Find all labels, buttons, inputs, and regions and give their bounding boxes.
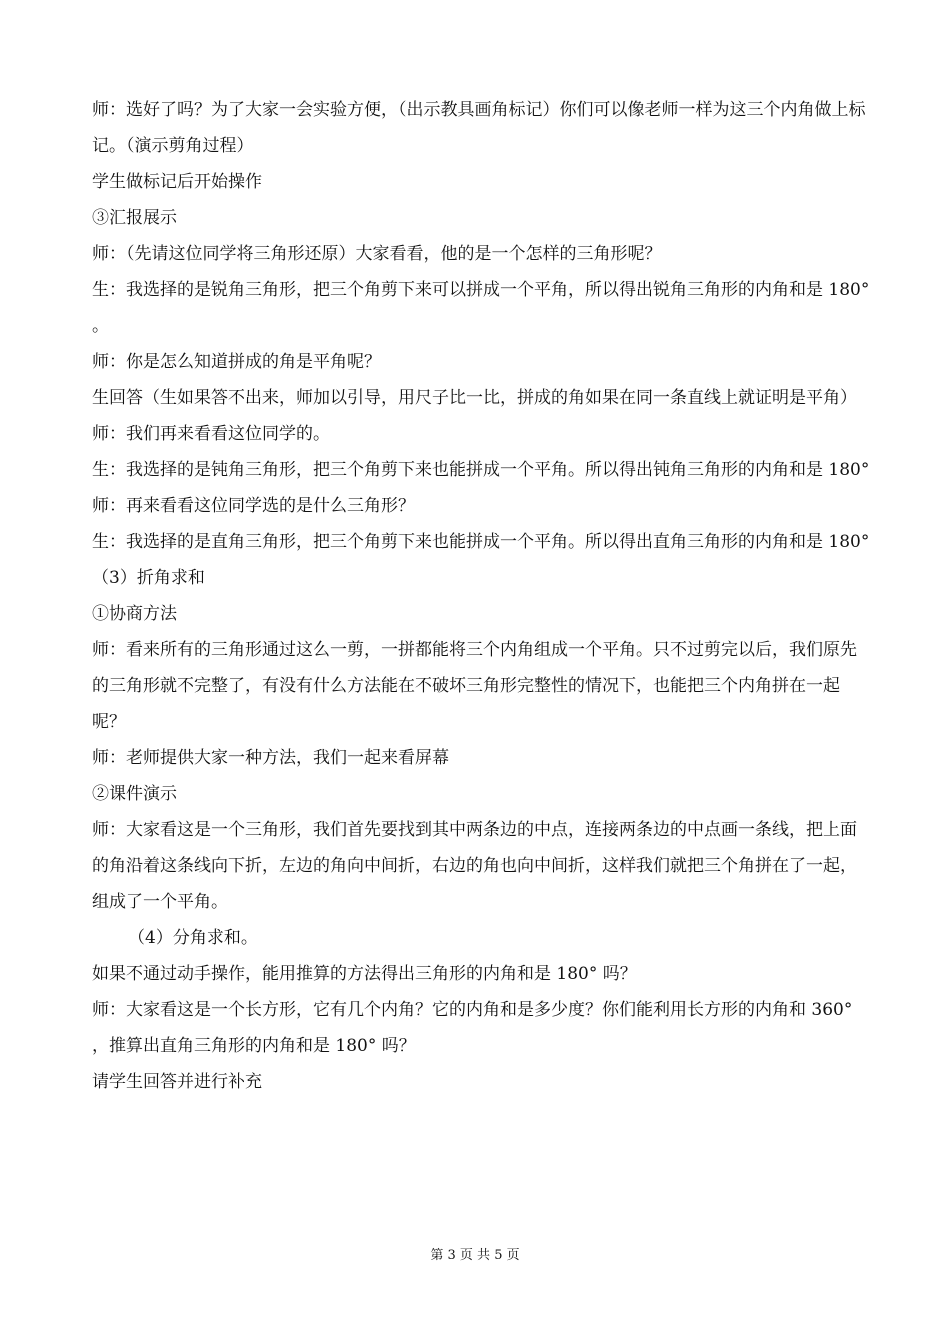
paragraph-7: 生回答（生如果答不出来，师加以引导，用尺子比一比，拼成的角如果在同一条直线上就证明是平角） <box>92 388 857 408</box>
document-body <box>92 92 872 1100</box>
paragraph-1: 师：选好了吗？为了大家一会实验方便，（出示教具画角标记）你们可以像老师一样为这三个内角做上标记。（演示剪角过程） <box>92 100 866 156</box>
paragraph-10: 师：再来看看这位同学选的是什么三角形？ <box>92 496 415 516</box>
paragraph-15: 师：老师提供大家一种方法，我们一起来看屏幕 <box>92 748 449 768</box>
paragraph-20: 师：大家看这是一个长方形，它有几个内角？它的内角和是多少度？你们能利用长方形的内角和 360° ，推算出直角三角形的内角和是 180° 吗？ <box>92 1000 853 1056</box>
page-footer: 第 3 页 共 5 页 <box>430 1248 520 1263</box>
paragraph-8: 师：我们再来看看这位同学的。 <box>92 424 330 444</box>
paragraph-2: 学生做标记后开始操作 <box>92 172 262 192</box>
paragraph-6: 师：你是怎么知道拼成的角是平角呢？ <box>92 352 381 372</box>
paragraph-14: 师：看来所有的三角形通过这么一剪，一拼都能将三个内角组成一个平角。只不过剪完以后，我们原先的三角形就不完整了，有没有什么方法能在不破坏三角形完整性的情况下，也能把三个内角拼在一起呢？ <box>92 640 857 732</box>
paragraph-5: 生：我选择的是锐角三角形，把三个角剪下来可以拼成一个平角，所以得出锐角三角形的内角和是 180° 。 <box>92 280 870 336</box>
section-heading-report: ③汇报展示 <box>92 208 177 228</box>
paragraph-11: 生：我选择的是直角三角形，把三个角剪下来也能拼成一个平角。所以得出直角三角形的内角和是 180° <box>92 532 870 552</box>
sub-heading-method: ①协商方法 <box>92 604 177 624</box>
paragraph-9: 生：我选择的是钝角三角形，把三个角剪下来也能拼成一个平角。所以得出钝角三角形的内角和是 180° <box>92 460 870 480</box>
paragraph-17: 师：大家看这是一个三角形，我们首先要找到其中两条边的中点，连接两条边的中点画一条线，把上面的角沿着这条线向下折，左边的角向中间折，右边的角也向中间折，这样我们就把三个角拼在了一起，组成了一个平角。 <box>92 820 857 912</box>
section-heading-divide: （4）分角求和。 <box>128 928 258 948</box>
paragraph-19: 如果不通过动手操作，能用推算的方法得出三角形的内角和是 180° 吗？ <box>92 964 637 984</box>
section-heading-fold: （3）折角求和 <box>92 568 205 588</box>
paragraph-4: 师：（先请这位同学将三角形还原）大家看看，他的是一个怎样的三角形呢？ <box>92 244 662 264</box>
sub-heading-demo: ②课件演示 <box>92 784 177 804</box>
paragraph-21: 请学生回答并进行补充 <box>92 1072 262 1092</box>
